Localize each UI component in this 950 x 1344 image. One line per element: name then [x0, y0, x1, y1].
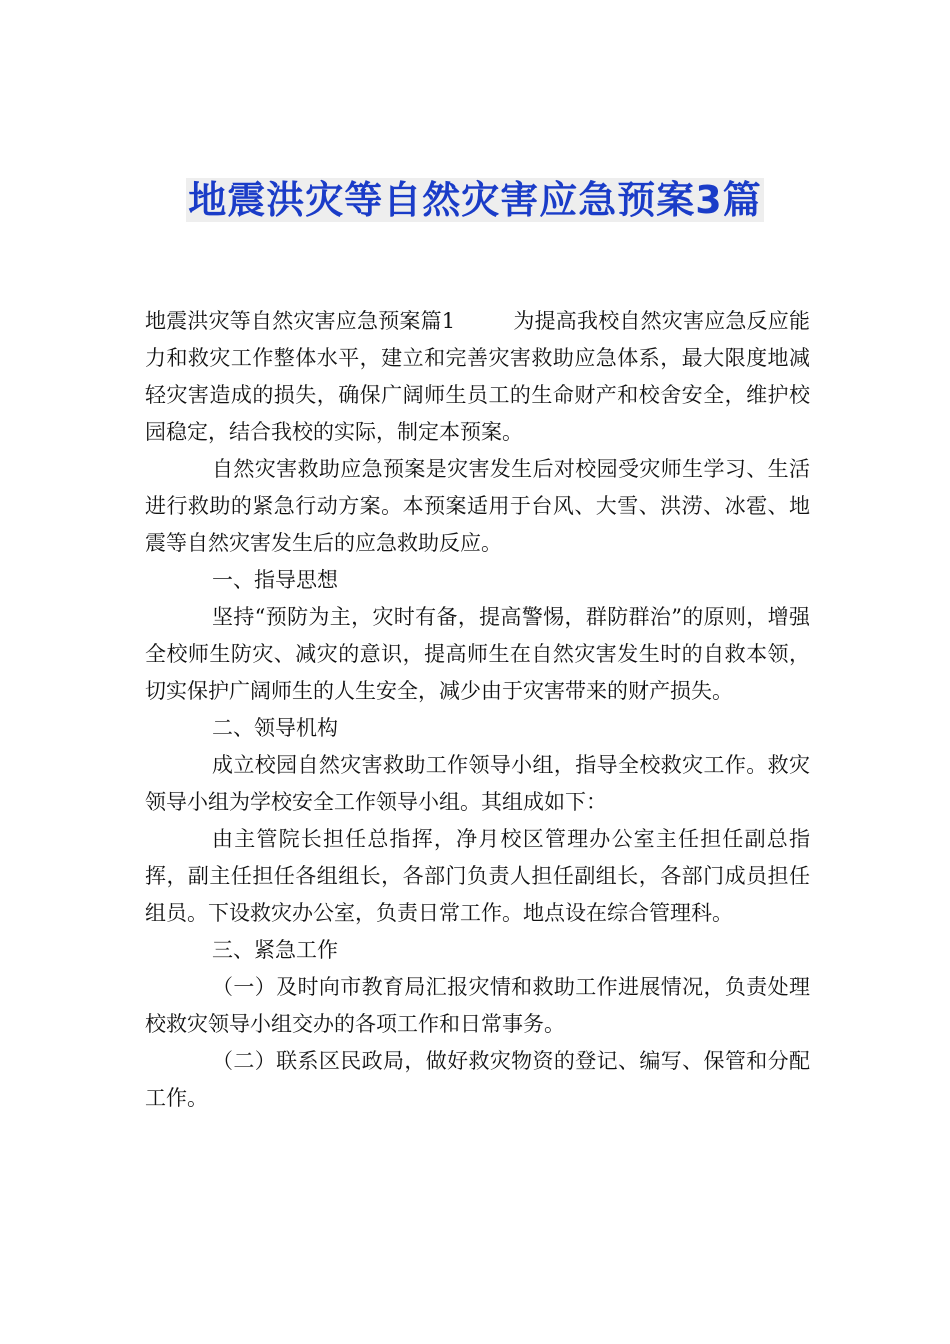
body-paragraph: 坚持“预防为主，灾时有备，提高警惕，群防群治”的原则，增强全校师生防灾、减灾的意识，提高师生在自然灾害发生时的自救本领，切实保护广阔师生的人生安全，减少由于灾害带来的财产损失。 — [145, 605, 810, 703]
body-paragraph: 自然灾害救助应急预案是灾害发生后对校园受灾师生学习、生活进行救助的紧急行动方案。本预案适用于台风、大雪、洪涝、冰雹、地震等自然灾害发生后的应急救助反应。 — [145, 457, 810, 555]
body-paragraph: （一）及时向市教育局汇报灾情和救助工作进展情况，负责处理校救灾领导小组交办的各项工作和日常事务。 — [145, 975, 810, 1036]
section-heading: 二、领导机构 — [212, 716, 338, 740]
lead-paragraph — [145, 303, 810, 451]
document-body — [145, 303, 810, 1117]
section-heading: 一、指导思想 — [212, 568, 338, 592]
body-paragraph: （二）联系区民政局，做好救灾物资的登记、编写、保管和分配工作。 — [145, 1049, 810, 1110]
document-title: 地震洪灾等自然灾害应急预案3篇 — [188, 178, 762, 222]
title-container — [0, 178, 950, 222]
lead-text: 为提高我校自然灾害应急反应能力和救灾工作整体水平，建立和完善灾害救助应急体系，最大限度地减轻灾害造成的损失，确保广阔师生员工的生命财产和校舍安全，维护校园稳定，结合我校的实际，制定本预案。 — [145, 309, 810, 444]
lead-label: 地震洪灾等自然灾害应急预案篇1 — [145, 309, 456, 333]
body-paragraph: 成立校园自然灾害救助工作领导小组，指导全校救灾工作。救灾领导小组为学校安全工作领导小组。其组成如下： — [145, 753, 810, 814]
body-paragraph: 由主管院长担任总指挥，净月校区管理办公室主任担任副总指挥，副主任担任各组组长，各部门负责人担任副组长，各部门成员担任组员。下设救灾办公室，负责日常工作。地点设在综合管理科。 — [145, 827, 810, 925]
section-heading: 三、紧急工作 — [212, 938, 338, 962]
